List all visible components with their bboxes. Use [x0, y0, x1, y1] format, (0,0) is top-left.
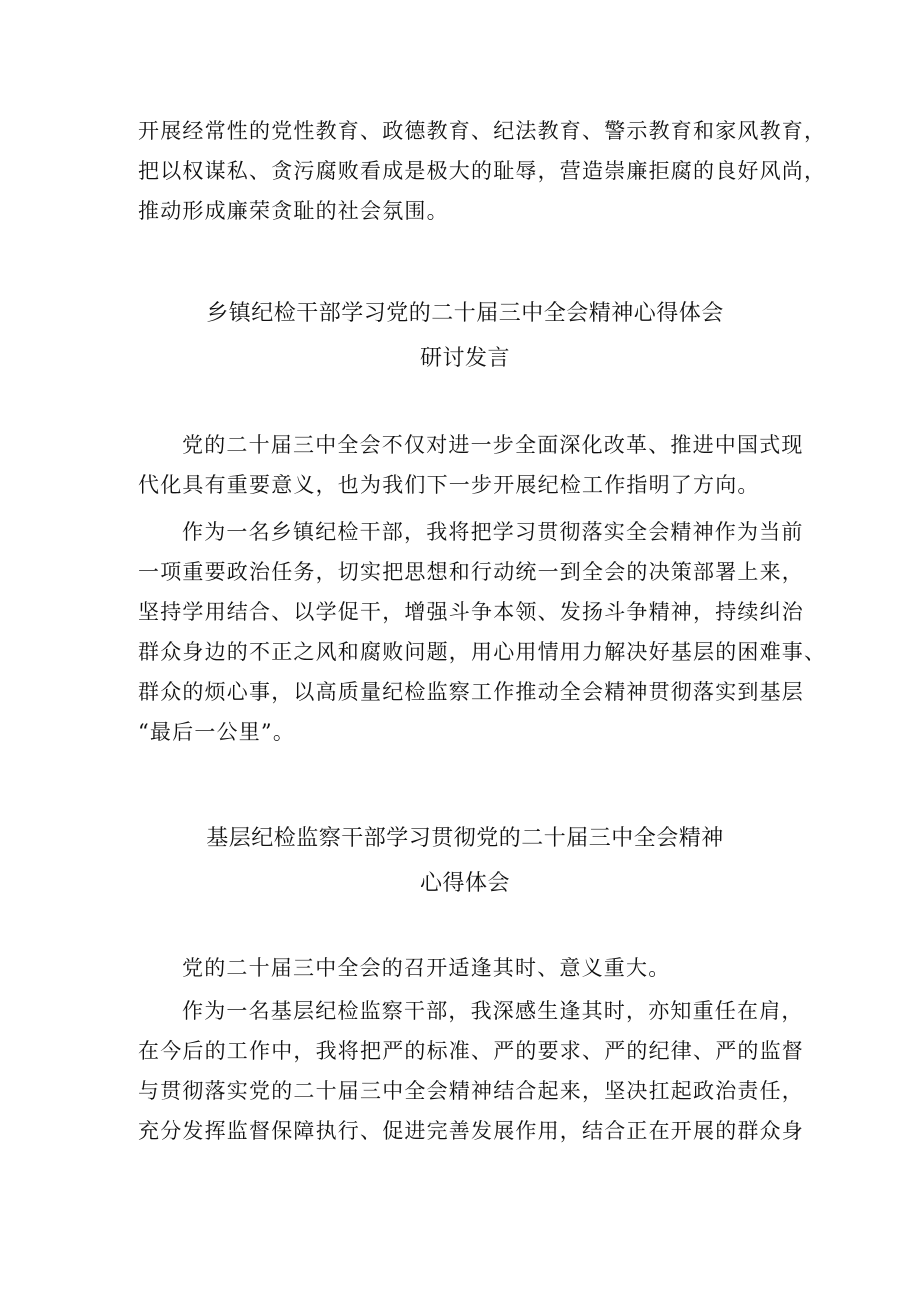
heading-line: 乡镇纪检干部学习党的二十届三中全会精神心得体会 — [206, 301, 724, 326]
text-line: 党的二十届三中全会的召开适逢其时、意义重大。 — [182, 956, 671, 980]
text-line: 在今后的工作中，我将把严的标准、严的要求、严的纪律、严的监督 — [138, 1039, 804, 1063]
section-heading-1 — [130, 297, 800, 376]
paragraph-2 — [138, 518, 827, 747]
heading-line: 基层纪检监察干部学习贯彻党的二十届三中全会精神 — [206, 826, 724, 851]
paragraph-continuation — [138, 117, 827, 226]
text-line: 作为一名乡镇纪检干部，我将把学习贯彻落实全会精神作为当前 — [182, 520, 804, 544]
text-line: 开展经常性的党性教育、政德教育、纪法教育、警示教育和家风教育， — [138, 119, 827, 143]
section-heading-2 — [130, 822, 800, 901]
text-line: 充分发挥监督保障执行、促进完善发展作用，结合正在开展的群众身 — [138, 1119, 804, 1143]
text-line: “最后一公里”。 — [138, 720, 296, 744]
text-line: 群众身边的不正之风和腐败问题，用心用情用力解决好基层的困难事、 — [138, 640, 827, 664]
text-line: 一项重要政治任务，切实把思想和行动统一到全会的决策部署上来， — [138, 560, 804, 584]
text-line: 推动形成廉荣贪耻的社会氛围。 — [138, 199, 449, 223]
text-line: 作为一名基层纪检监察干部，我深感生逢其时，亦知重任在肩， — [182, 999, 804, 1023]
text-line: 坚持学用结合、以学促干，增强斗争本领、发扬斗争精神，持续纠治 — [138, 600, 804, 624]
text-line: 党的二十届三中全会不仅对进一步全面深化改革、推进中国式现 — [182, 433, 804, 457]
paragraph-4 — [138, 997, 804, 1146]
paragraph-1 — [138, 431, 804, 500]
text-line: 代化具有重要意义，也为我们下一步开展纪检工作指明了方向。 — [138, 473, 760, 497]
paragraph-3 — [138, 954, 794, 983]
text-line: 群众的烦心事，以高质量纪检监察工作推动全会精神贯彻落实到基层 — [138, 680, 804, 704]
text-line: 把以权谋私、贪污腐败看成是极大的耻辱，营造崇廉拒腐的良好风尚， — [138, 159, 827, 183]
heading-line: 研讨发言 — [419, 346, 510, 371]
heading-line: 心得体会 — [419, 871, 510, 896]
text-line: 与贯彻落实党的二十届三中全会精神结合起来，坚决扛起政治责任， — [138, 1079, 804, 1103]
